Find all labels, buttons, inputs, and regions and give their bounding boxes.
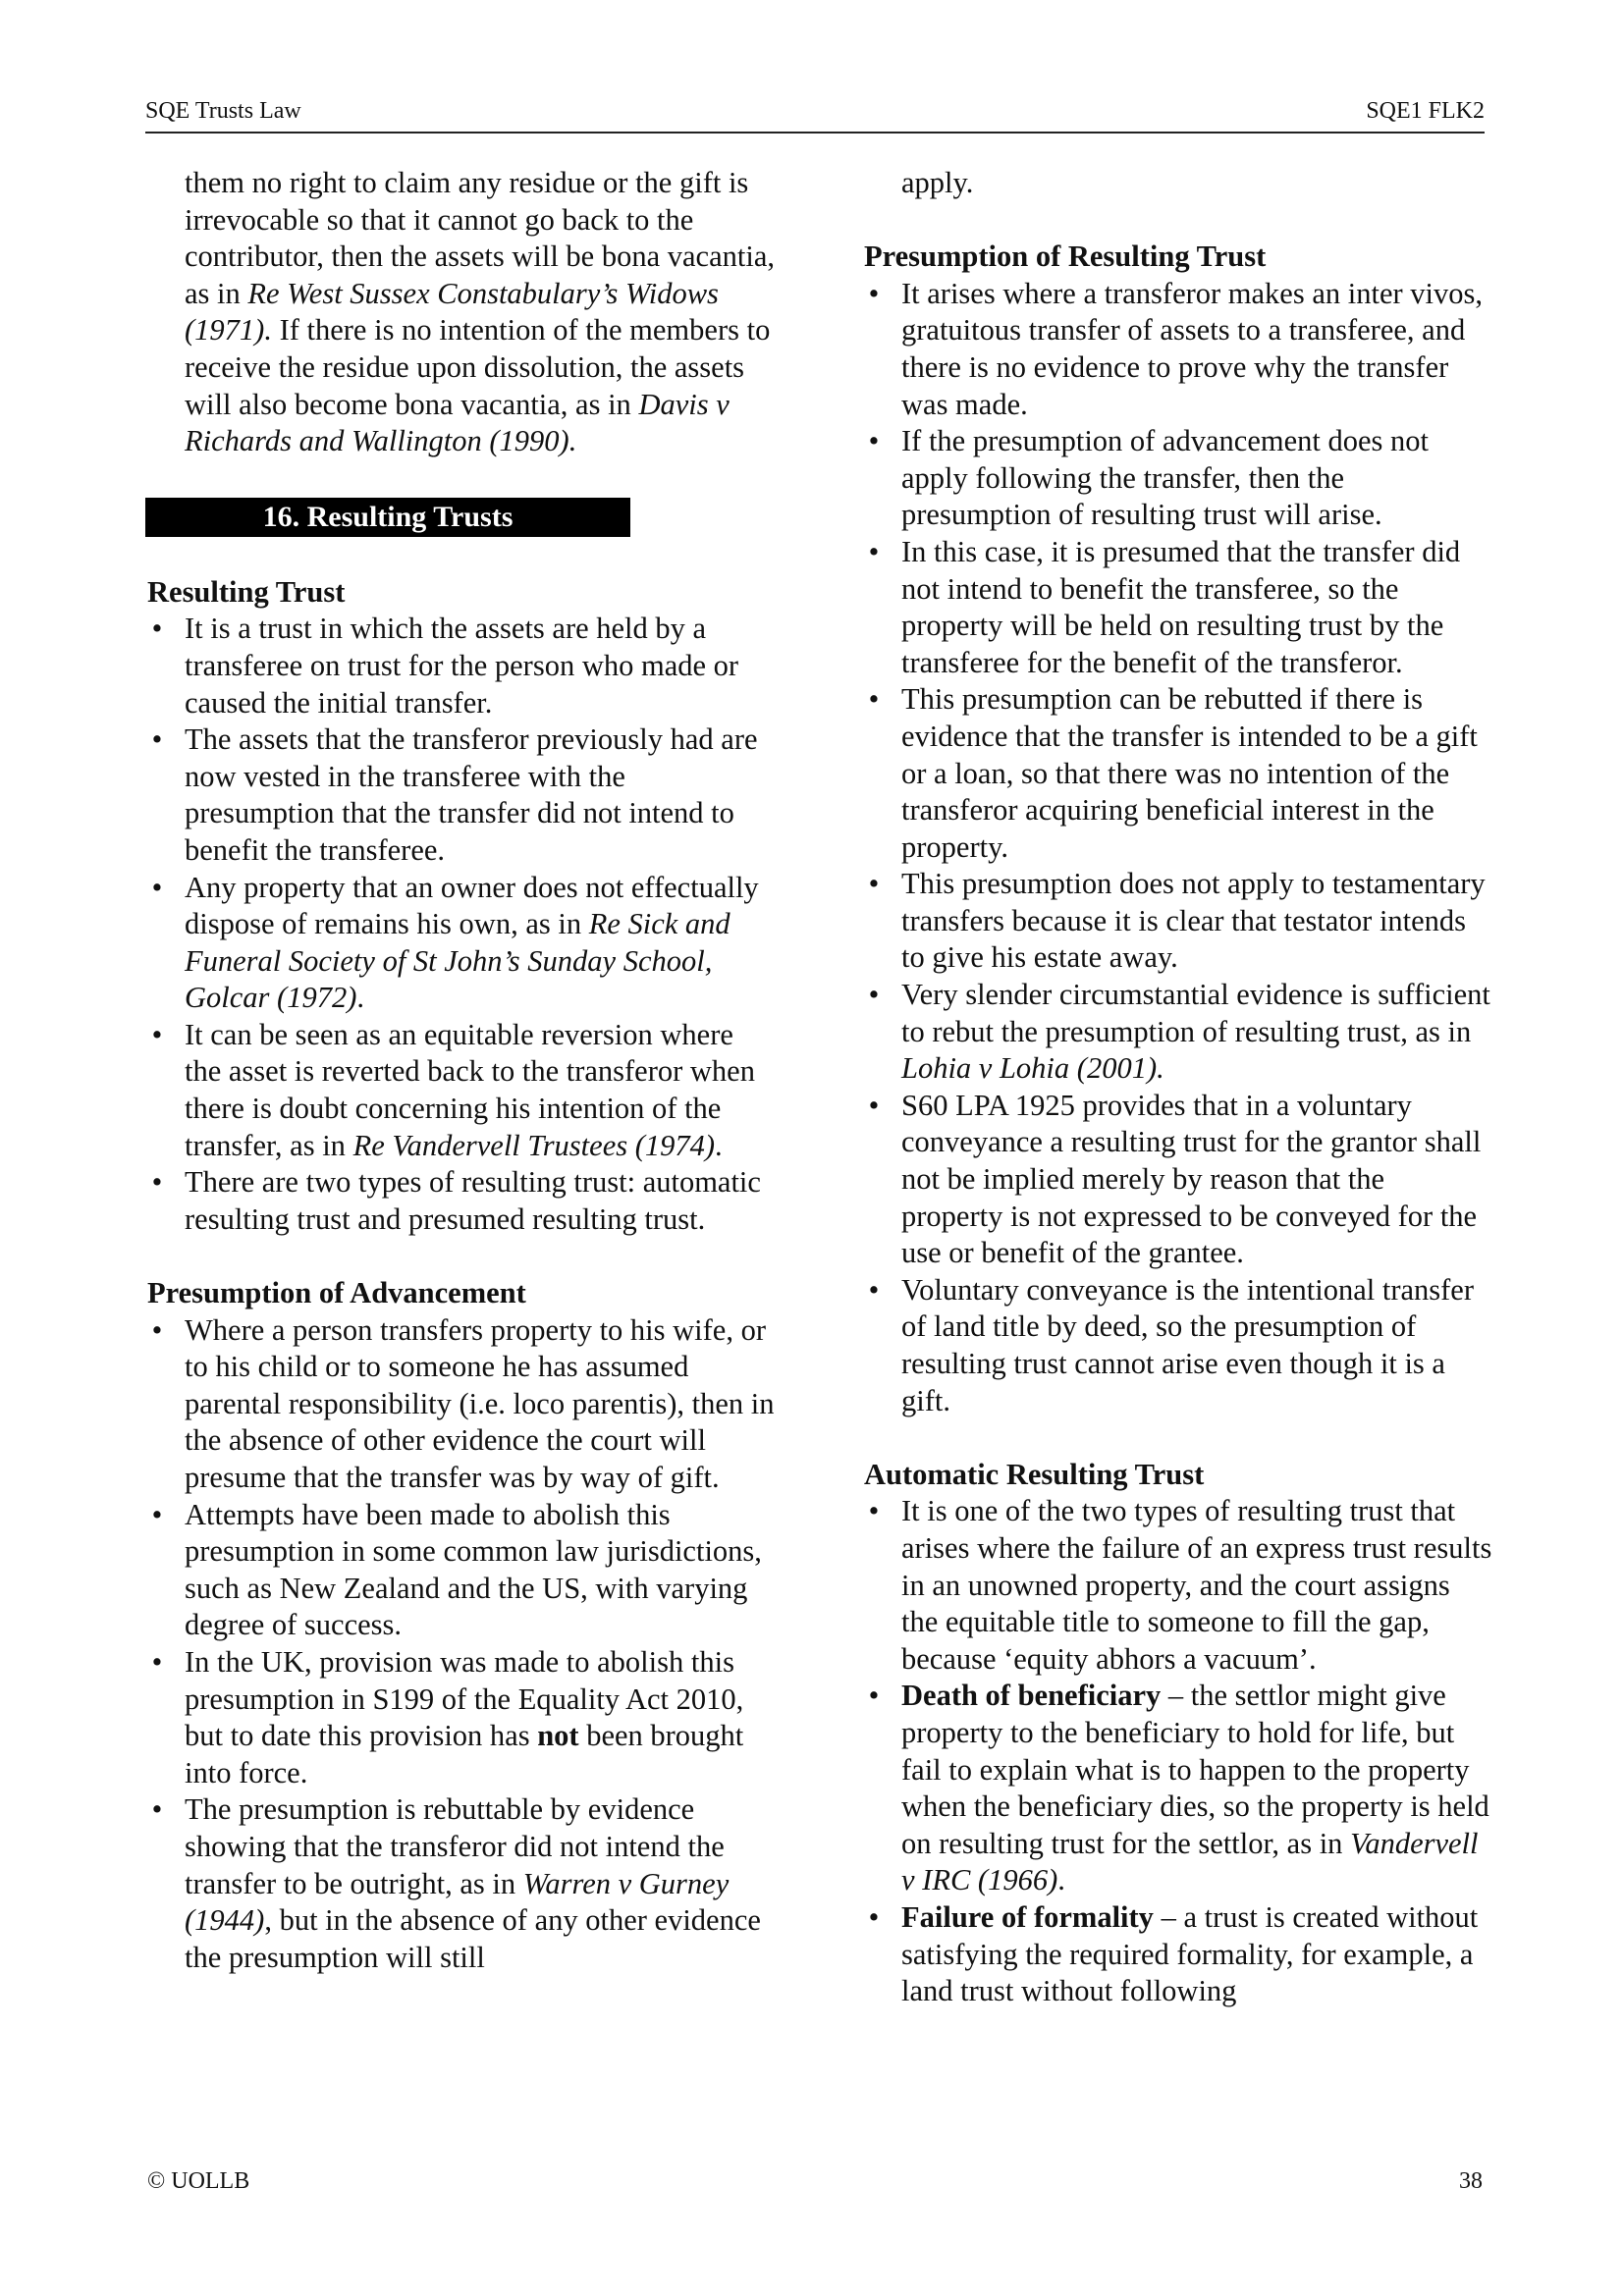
- list-item: [864, 977, 1492, 1088]
- list-item: [864, 1272, 1492, 1419]
- continuation-paragraph: [147, 165, 776, 460]
- case-citation: Warren v Gurney (1944): [185, 1866, 730, 1938]
- case-citation: Davis v Richards and Wallington (1990).: [185, 387, 730, 458]
- case-citation: Re Vandervell Trustees (1974): [352, 1128, 716, 1162]
- bullet-text: S60 LPA 1925 provides that in a voluntary conveyance a resulting trust for the grantor shall not be implied merely by reason that the property is not expressed to be conveyed for the use or benefit of the grantee.: [901, 1088, 1482, 1270]
- bullet-icon: •: [151, 722, 163, 757]
- emphasis-bold: Failure of formality: [901, 1899, 1154, 1934]
- bullet-icon: •: [868, 682, 880, 717]
- subheading-automatic-resulting-trust: Automatic Resulting Trust: [864, 1457, 1205, 1491]
- bullet-list-automatic-resulting-trust: [864, 1493, 1492, 2009]
- bullet-icon: •: [868, 1272, 880, 1307]
- bullet-text: It is a trust in which the assets are held by a transferee on trust for the person who made or caused the initial transfer.: [185, 612, 739, 720]
- bullet-text: , but in the absence of any other evidence the presumption will still: [185, 1903, 761, 1974]
- subheading-presumption-of-resulting-trust: Presumption of Resulting Trust: [864, 240, 1267, 274]
- subheading-presumption-of-advancement: Presumption of Advancement: [147, 1276, 526, 1310]
- bullet-text: It arises where a transferor makes an inter vivos, gratuitous transfer of assets to a transferee, and there is no evidence to prove why the transfer was made.: [901, 276, 1483, 421]
- list-item: [864, 1678, 1492, 1899]
- bullet-text: This presumption does not apply to testamentary transfers because it is clear that testator intends to give his estate away.: [901, 867, 1486, 975]
- list-item: [147, 1164, 776, 1238]
- bullet-text: The assets that the transferor previously had are now vested in the transferee with the presumption that the transfer did not intend to benefit the transferee.: [185, 722, 758, 867]
- section-banner: 16. Resulting Trusts: [145, 498, 630, 537]
- bullet-icon: •: [868, 1899, 880, 1934]
- bullet-icon: •: [151, 1644, 163, 1679]
- bullet-text: – the settlor might give property to the beneficiary to hold for life, but fail to explain what is to happen to the property when the beneficiary dies, so the property is held on resulting trust for the settlor, as in: [901, 1679, 1489, 1860]
- bullet-list-presumption-of-advancement: [147, 1312, 776, 1977]
- subheading-resulting-trust: Resulting Trust: [147, 574, 346, 609]
- list-item: [864, 276, 1492, 423]
- bullet-text: If the presumption of advancement does not apply following the transfer, then the presumption of resulting trust will arise.: [901, 424, 1429, 532]
- list-item: [864, 1493, 1492, 1678]
- case-citation: Lohia v Lohia (2001).: [901, 1051, 1164, 1086]
- bullet-text: .: [715, 1128, 723, 1162]
- case-citation: Re West Sussex Constabulary’s Widows (1971).: [185, 276, 719, 347]
- case-citation: Re Sick and Funeral Society of St John’s Sunday School, Golcar (1972): [185, 907, 730, 1015]
- bullet-text: It is one of the two types of resulting trust that arises where the failure of an express trust results in an unowned property, and the court assigns the equitable title to someone to fill the gap, because ‘equity abhors a vacuum’.: [901, 1494, 1492, 1676]
- bullet-text: .: [356, 981, 364, 1015]
- bullet-icon: •: [868, 276, 880, 310]
- bullet-icon: •: [151, 1497, 163, 1531]
- bullet-icon: •: [151, 1165, 163, 1200]
- list-item: [864, 534, 1492, 681]
- list-item: [147, 721, 776, 869]
- list-item: [864, 866, 1492, 977]
- bullet-icon: •: [151, 612, 163, 646]
- bullet-text: Where a person transfers property to his wife, or to his child or to someone he has assumed parental responsibility (i.e. loco parentis), then in the absence of other evidence the court will presume that the transfer was by way of gift.: [185, 1312, 775, 1494]
- list-item: [864, 1088, 1492, 1272]
- footer-copyright: © UOLLB: [147, 2168, 250, 2194]
- emphasis-bold: Death of beneficiary: [901, 1679, 1162, 1713]
- list-item: [147, 611, 776, 721]
- case-citation: Vandervell v IRC (1966): [901, 1826, 1479, 1897]
- bullet-icon: •: [151, 870, 163, 904]
- bullet-icon: •: [868, 534, 880, 568]
- bullet-icon: •: [868, 1494, 880, 1528]
- spacer: [864, 202, 1492, 240]
- bullet-text: This presumption can be rebutted if there is evidence that the transfer is intended to be a gift or a loan, so that there was no intention of the transferor acquiring beneficial interest in the property.: [901, 682, 1478, 864]
- page-number: 38: [1459, 2168, 1483, 2194]
- bullet-text: It can be seen as an equitable reversion where the asset is reverted back to the transferor when there is doubt concerning his intention of the transfer, as in: [185, 1017, 755, 1162]
- bullet-icon: •: [868, 867, 880, 901]
- list-item: [147, 1497, 776, 1644]
- continuation-paragraph: apply.: [901, 166, 974, 199]
- emphasis-bold: not: [537, 1719, 579, 1753]
- right-column: [864, 165, 1492, 2010]
- running-header-title: SQE Trusts Law: [145, 98, 301, 124]
- text-run: them no right to claim any residue or the gift is irrevocable so that it cannot go back to the contributor, then the assets will be bona vacantia, as in: [185, 166, 775, 310]
- bullet-list-presumption-of-resulting-trust: [864, 276, 1492, 1419]
- list-item: [864, 1899, 1492, 2010]
- left-column: [147, 165, 776, 1976]
- bullet-text: Voluntary conveyance is the intentional transfer of land title by deed, so the presumption of resulting trust cannot arise even though it is a gift.: [901, 1272, 1474, 1417]
- spacer: [864, 1419, 1492, 1457]
- running-header-code: SQE1 FLK2: [1366, 98, 1485, 124]
- list-item: [147, 1644, 776, 1791]
- list-item: [147, 1017, 776, 1164]
- bullet-text: .: [1057, 1863, 1065, 1897]
- bullet-text: been brought into force.: [185, 1719, 744, 1789]
- bullet-text: – a trust is created without satisfying the required formality, for example, a land trust without following: [901, 1899, 1479, 2008]
- bullet-list-resulting-trust: [147, 611, 776, 1238]
- bullet-icon: •: [868, 1679, 880, 1713]
- bullet-icon: •: [868, 424, 880, 458]
- bullet-text: Attempts have been made to abolish this presumption in some common law jurisdictions, such as New Zealand and the US, with varying degree of success.: [185, 1497, 762, 1642]
- bullet-text: Any property that an owner does not effectually dispose of remains his own, as in: [185, 870, 759, 941]
- bullet-text: Very slender circumstantial evidence is sufficient to rebut the presumption of resulting trust, as in: [901, 978, 1490, 1048]
- bullet-icon: •: [151, 1312, 163, 1347]
- bullet-text: There are two types of resulting trust: automatic resulting trust and presumed resulting trust.: [185, 1165, 761, 1236]
- list-item: [147, 1791, 776, 1976]
- header-rule: [145, 132, 1485, 133]
- bullet-text: The presumption is rebuttable by evidence showing that the transferor did not intend the transfer to be outright, as in: [185, 1792, 725, 1900]
- bullet-icon: •: [868, 1088, 880, 1122]
- spacer: [147, 1238, 776, 1275]
- bullet-icon: •: [868, 978, 880, 1012]
- list-item: [864, 681, 1492, 866]
- bullet-icon: •: [151, 1017, 163, 1051]
- bullet-text: In the UK, provision was made to abolish this presumption in S199 of the Equality Act 2010, but to date this provision has: [185, 1644, 744, 1753]
- list-item: [147, 1312, 776, 1497]
- list-item: [147, 870, 776, 1017]
- bullet-text: In this case, it is presumed that the transfer did not intend to benefit the transferee, so the property will be held on resulting trust by the transferee for the benefit of the transferor.: [901, 534, 1461, 679]
- list-item: [864, 423, 1492, 534]
- text-run: If there is no intention of the members to receive the residue upon dissolution, the assets will also become bona vacantia, as in: [185, 313, 771, 421]
- bullet-icon: •: [151, 1792, 163, 1827]
